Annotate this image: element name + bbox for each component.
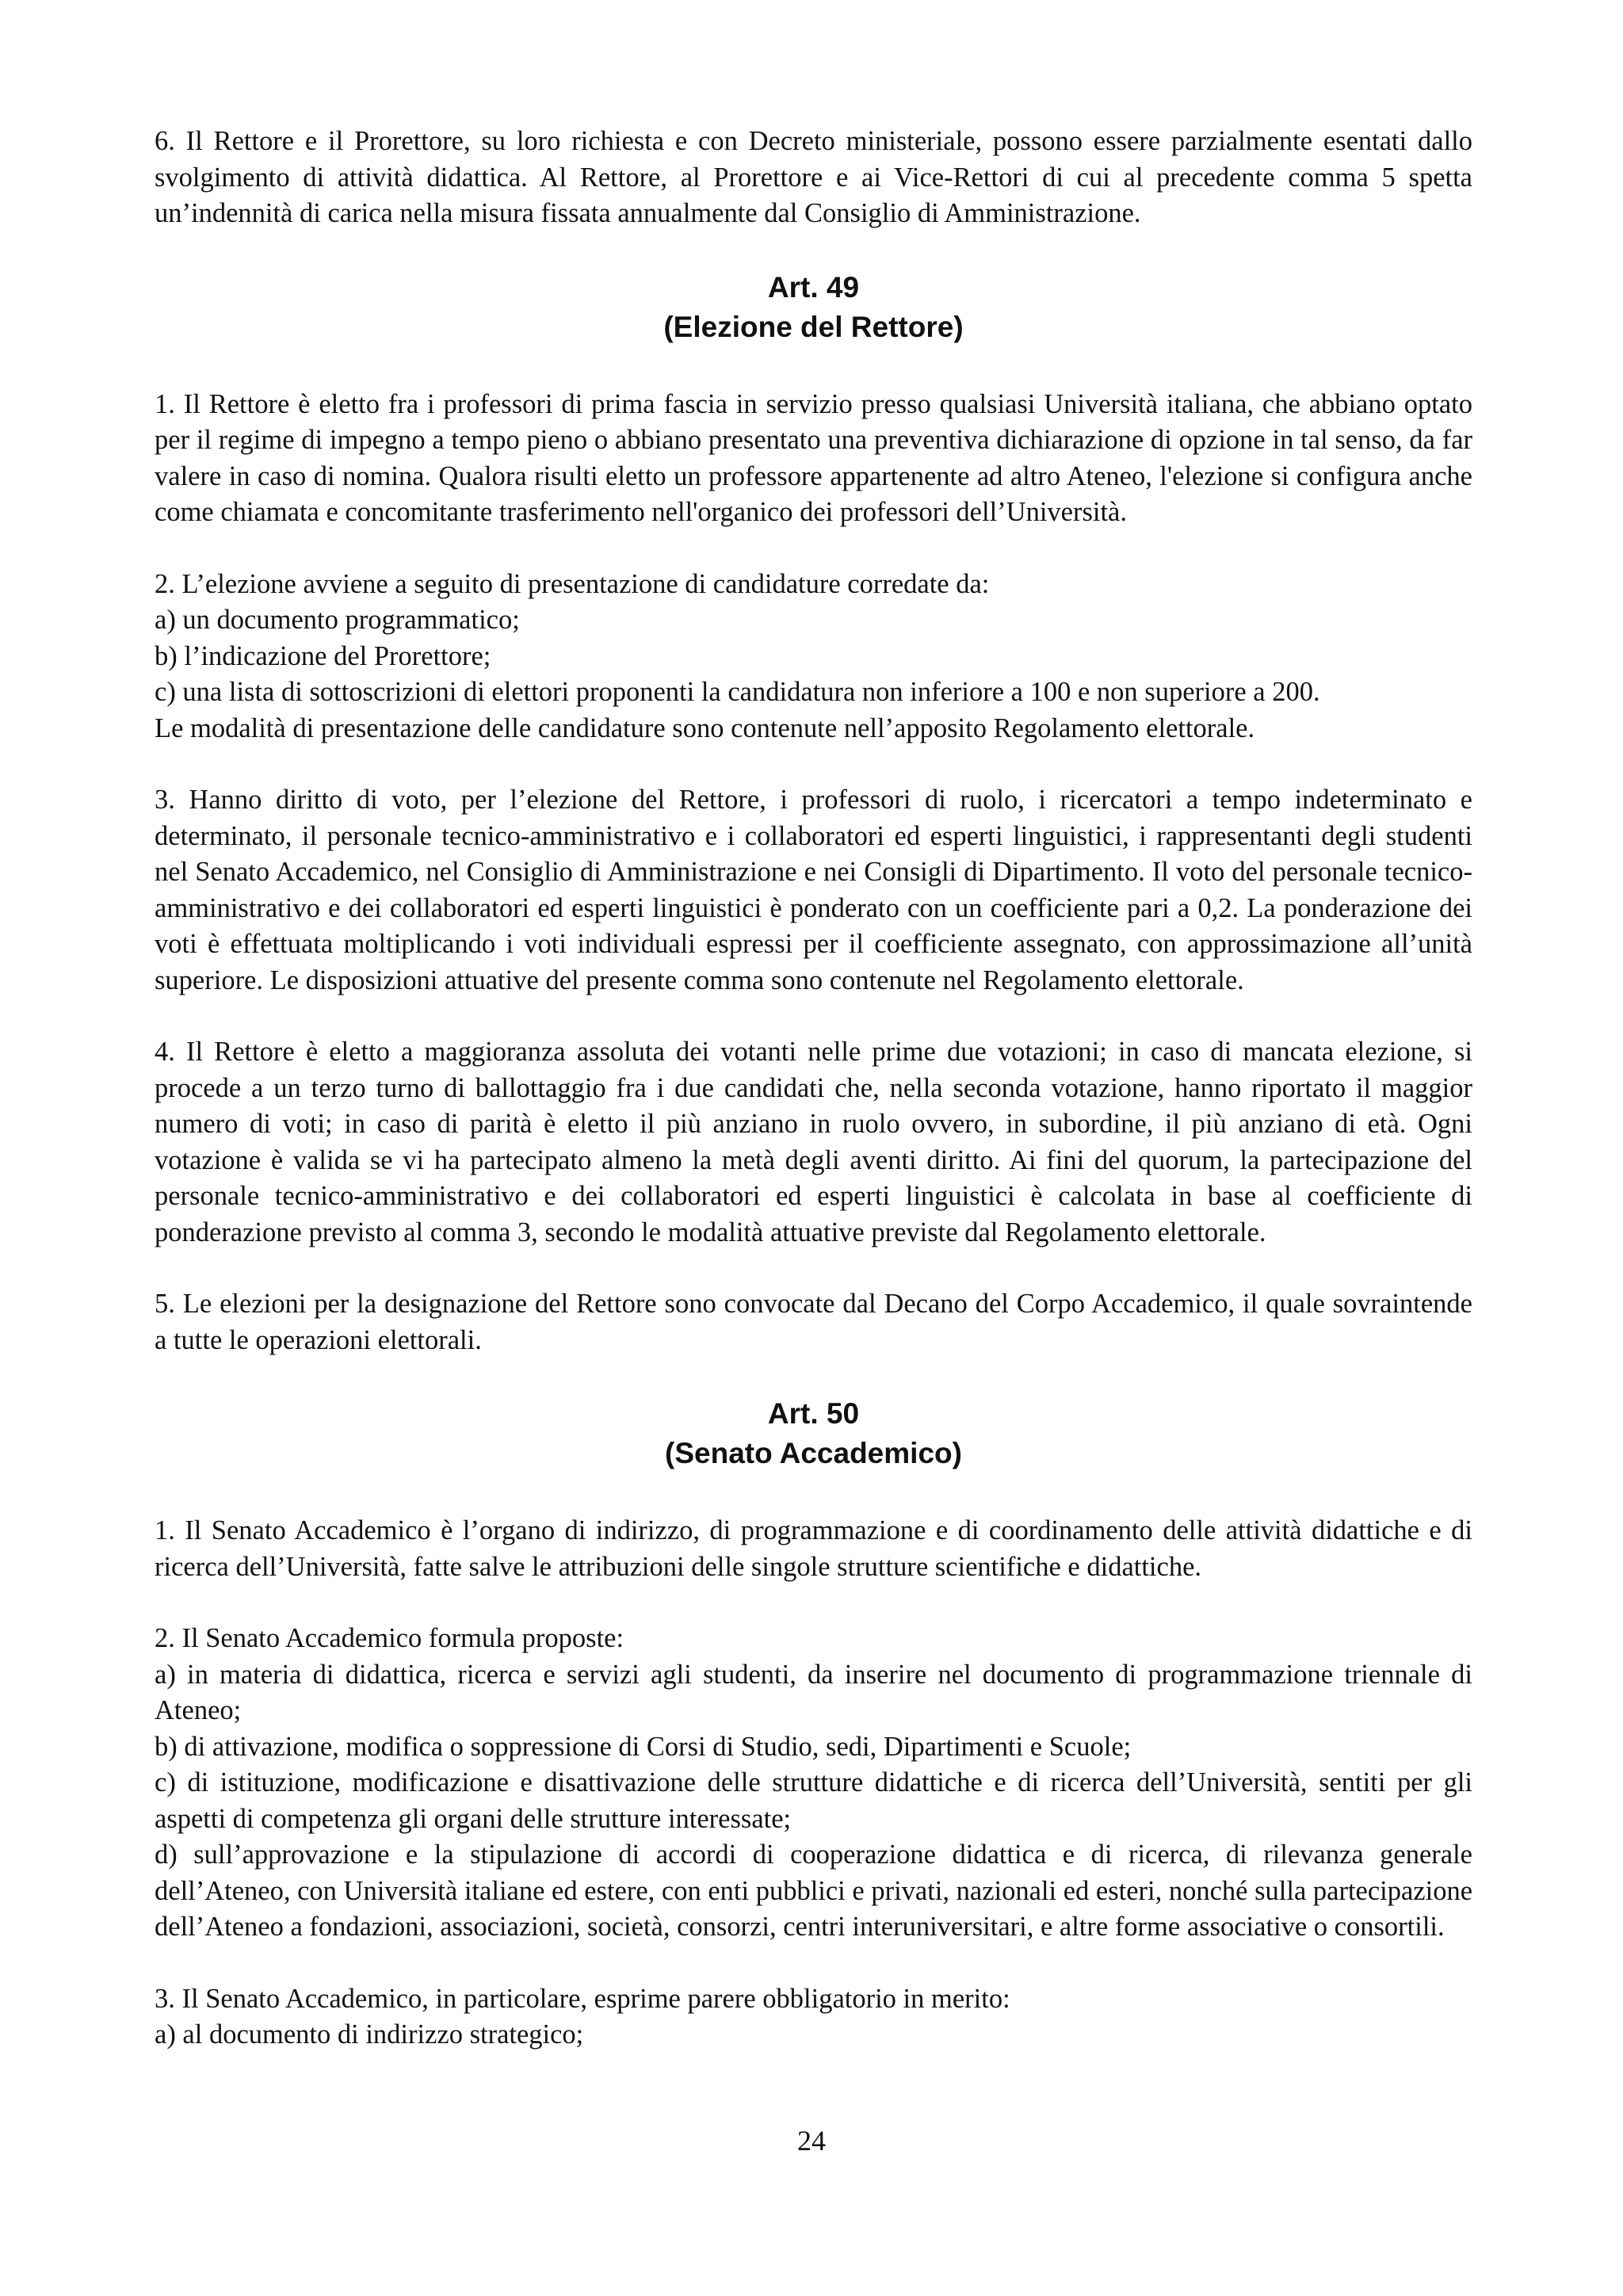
- art50-p2-item: a) in materia di didattica, ricerca e servizi agli studenti, da inserire nel documento di programmazione triennale di Ateneo;: [155, 1659, 1472, 1725]
- art50-p2-item: b) di attivazione, modifica o soppressione di Corsi di Studio, sedi, Dipartimenti e Scuole;: [155, 1731, 1132, 1762]
- art50-p2-item: d) sull’approvazione e la stipulazione di accordi di cooperazione didattica e di ricerca, di rilevanza generale dell’Ateneo, con Università italiane ed estere, con enti pubblici e privati, nazionali ed esteri, nonché sulla partecipazione dell’Ateneo a fondazioni, associazioni, società, consorzi, centri interuniversitari, e altre forme associative o consortili.: [155, 1839, 1473, 1942]
- article-50-heading: [155, 1394, 1472, 1473]
- article-49-number: Art. 49: [767, 270, 860, 304]
- article-49-title: (Elezione del Rettore): [663, 310, 964, 343]
- article-50-number: Art. 50: [767, 1397, 860, 1430]
- art49-p2-line: 2. L’elezione avviene a seguito di presentazione di candidature corredate da:: [155, 568, 990, 599]
- art50-p3-intro: 3. Il Senato Accademico, in particolare, esprime parere obbligatorio in merito:: [155, 1983, 1010, 2014]
- art50-p3-item: a) al documento di indirizzo strategico;: [155, 2019, 584, 2050]
- article-49-heading: [155, 268, 1472, 347]
- art49-paragraph-2: [155, 567, 1472, 747]
- art49-p2-line: b) l’indicazione del Prorettore;: [155, 640, 491, 671]
- art49-p2-line: c) una lista di sottoscrizioni di elettori proponenti la candidatura non inferiore a 100 e non superiore a 200.: [155, 677, 1320, 707]
- art50-p2-intro: 2. Il Senato Accademico formula proposte:: [155, 1623, 624, 1653]
- art49-paragraph-4: 4. Il Rettore è eletto a maggioranza assoluta dei votanti nelle prime due votazioni; in caso di mancata elezione, si procede a un terzo turno di ballottaggio fra i due candidati che, nella seconda votazione, hanno riportato il maggior numero di voti; in caso di parità è eletto il più anziano in ruolo ovvero, in subordine, il più anziano di età. Ogni votazione è valida se vi ha partecipato almeno la metà degli aventi diritto. Ai fini del quorum, la partecipazione del personale tecnico-amministrativo e dei collaboratori ed esperti linguistici è calcolata in base al coefficiente di ponderazione previsto al comma 3, secondo le modalità attuative previste dal Regolamento elettorale.: [155, 1037, 1472, 1247]
- art49-paragraph-3: 3. Hanno diritto di voto, per l’elezione del Rettore, i professori di ruolo, i ricercatori a tempo indeterminato e determinato, il personale tecnico-amministrativo e i collaboratori ed esperti linguistici, i rappresentanti degli studenti nel Senato Accademico, nel Consiglio di Amministrazione e nei Consigli di Dipartimento. Il voto del personale tecnico-amministrativo e dei collaboratori ed esperti linguistici è ponderato con un coefficiente pari a 0,2. La ponderazione dei voti è effettuata moltiplicando i voti individuali espressi per il coefficiente assegnato, con approssimazione all’unità superiore. Le disposizioni attuative del presente comma sono contenute nel Regolamento elettorale.: [155, 785, 1472, 995]
- art50-paragraph-3: [155, 1981, 1472, 2053]
- paragraph-6: 6. Il Rettore e il Prorettore, su loro richiesta e con Decreto ministeriale, possono essere parzialmente esentati dallo svolgimento di attività didattica. Al Rettore, al Prorettore e ai Vice-Rettori di cui al precedente comma 5 spetta un’indennità di carica nella misura fissata annualmente dal Consiglio di Amministrazione.: [155, 126, 1472, 228]
- article-50-title: (Senato Accademico): [665, 1437, 962, 1469]
- art49-p2-line: Le modalità di presentazione delle candidature sono contenute nell’apposito Regolamento elettorale.: [155, 712, 1255, 743]
- art49-p2-line: a) un documento programmatico;: [155, 605, 520, 635]
- art50-paragraph-1: 1. Il Senato Accademico è l’organo di indirizzo, di programmazione e di coordinamento delle attività didattiche e di ricerca dell’Università, fatte salve le attribuzioni delle singole strutture scientifiche e didattiche.: [155, 1515, 1472, 1582]
- art49-paragraph-1: 1. Il Rettore è eletto fra i professori di prima fascia in servizio presso qualsiasi Università italiana, che abbiano optato per il regime di impegno a tempo pieno o abbiano presentato una preventiva dichiarazione di opzione in tal senso, da far valere in caso di nomina. Qualora risulti eletto un professore appartenente ad altro Ateneo, l'elezione si configura anche come chiamata e concomitante trasferimento nell'organico dei professori dell’Università.: [155, 388, 1472, 527]
- page-number: 24: [797, 2125, 826, 2157]
- art49-paragraph-5: 5. Le elezioni per la designazione del Rettore sono convocate dal Decano del Corpo Accademico, il quale sovraintende a tutte le operazioni elettorali.: [155, 1289, 1472, 1355]
- art50-paragraph-2: [155, 1621, 1472, 1946]
- art50-p2-item: c) di istituzione, modificazione e disattivazione delle strutture didattiche e di ricerca dell’Università, sentiti per gli aspetti di competenza gli organi delle strutture interessate;: [155, 1767, 1472, 1834]
